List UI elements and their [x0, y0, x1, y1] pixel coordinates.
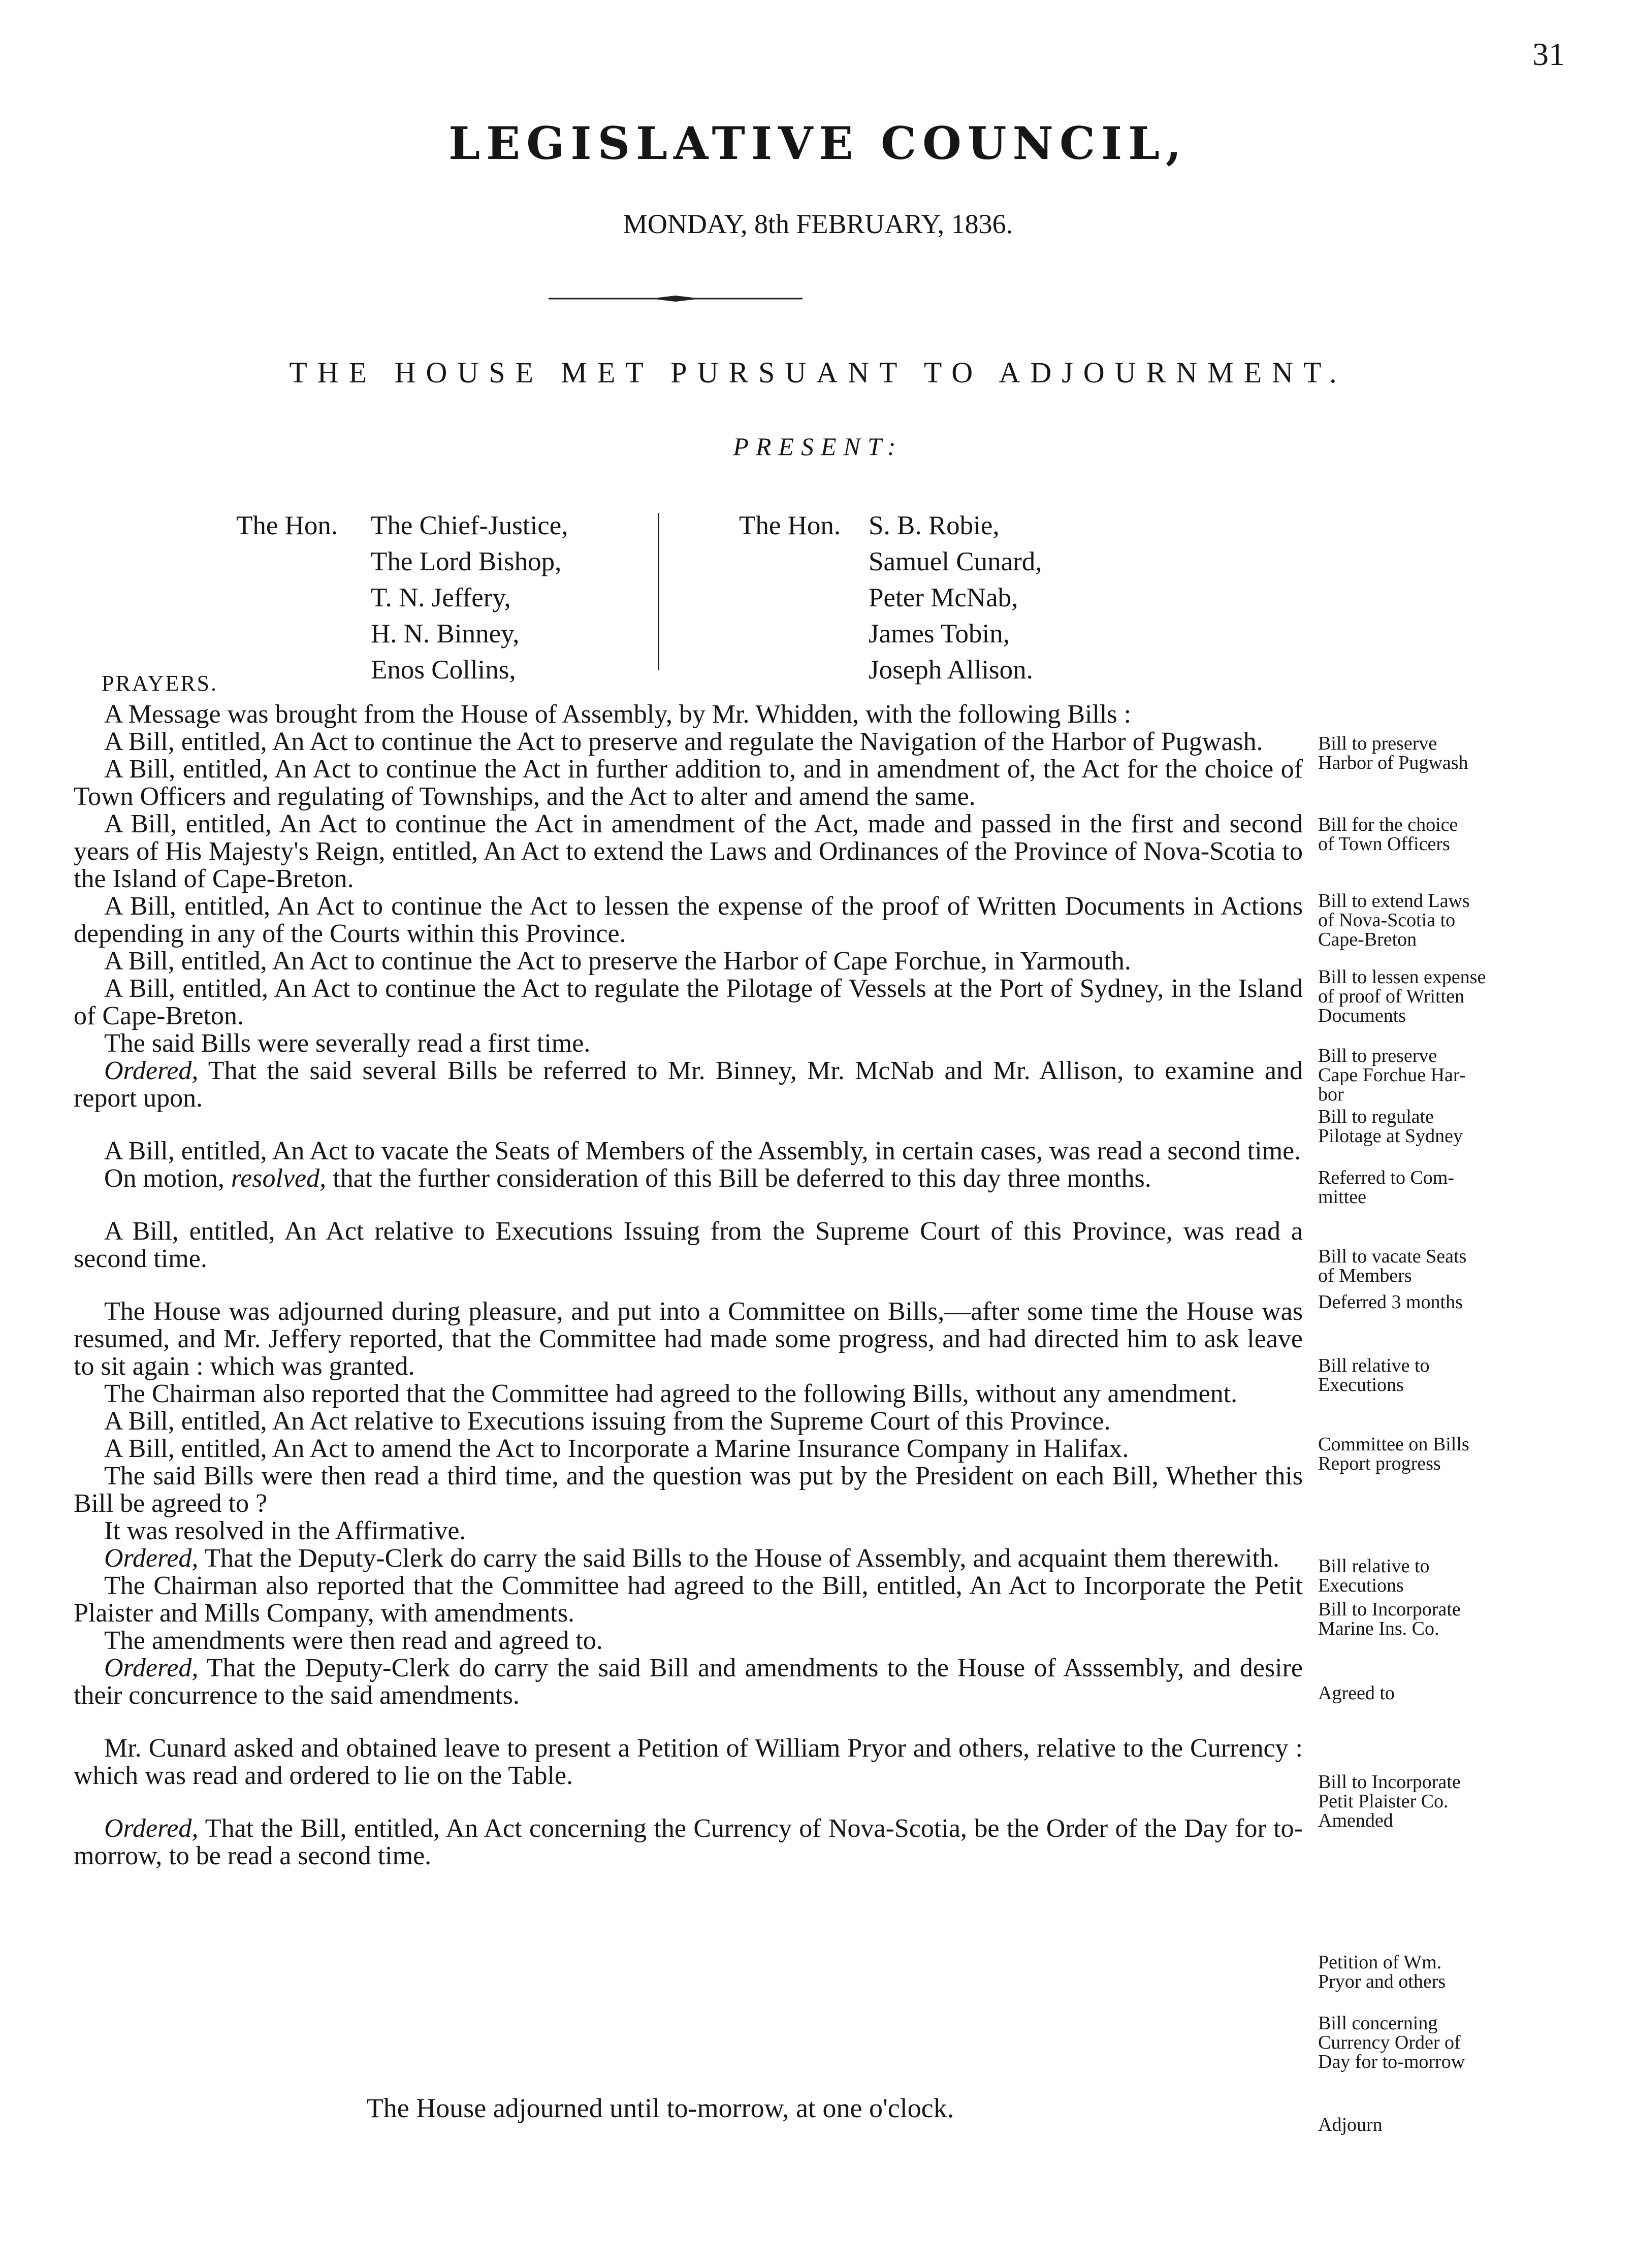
margin-note-line: Cape-Breton [1318, 929, 1417, 950]
paragraph: The House was adjourned during pleasure, and put into a Committee on Bills,—after some time the House was resumed, and Mr. Jeffery reported, that the Committee had made some progress, and had directed him to ask leave to sit again : which was granted. [74, 1297, 1303, 1381]
margin-note-line: Documents [1318, 1005, 1406, 1026]
margin-note [1318, 815, 1633, 854]
members-left-names [371, 508, 568, 688]
margin-note [1318, 1600, 1633, 1638]
council-title: LEGISLATIVE COUNCIL, [448, 117, 1188, 170]
margin-note-line: Agreed to [1318, 1682, 1395, 1704]
margin-note-line: of Nova-Scotia to [1318, 910, 1456, 931]
margin-note-line: Currency Order of [1318, 2032, 1461, 2053]
margin-note [1318, 967, 1633, 1025]
italic-lead: Ordered, [104, 1814, 199, 1843]
margin-note [1318, 891, 1633, 949]
paragraph: The said Bills were severally read a first time. [104, 1029, 591, 1058]
margin-note-line: Executions [1318, 1374, 1404, 1396]
margin-note-line: Pilotage at Sydney [1318, 1125, 1463, 1147]
margin-note-line: of Members [1318, 1265, 1412, 1286]
margin-note [1318, 1168, 1633, 1207]
margin-note-line: Adjourn [1318, 2114, 1383, 2135]
margin-note-line: Petition of Wm. [1318, 1952, 1442, 1973]
proceedings-body [74, 701, 1303, 1870]
margin-note-line: Bill relative to [1318, 1556, 1430, 1577]
margin-note-line: Bill relative to [1318, 1355, 1430, 1376]
members-right [739, 508, 1042, 688]
paragraph: A Bill, entitled, An Act to continue the Act to preserve the Harbor of Cape Forchue, in Yarmouth. [104, 947, 1131, 976]
margin-note-line: of Town Officers [1318, 833, 1450, 855]
paragraph: A Bill, entitled, An Act to amend the Act to Incorporate a Marine Insurance Company in Halifax. [104, 1434, 1129, 1463]
margin-note-line: Bill for the choice [1318, 814, 1458, 835]
paragraph: A Bill, entitled, An Act to continue the Act to lessen the expense of the proof of Written Documents in Actions depending in any of the Courts within this Province. [74, 892, 1303, 948]
paragraph: Ordered, That the Deputy-Clerk do carry the said Bill and amendments to the House of Asssembly, and desire their concurrence to the said amendments. [74, 1654, 1303, 1710]
margin-note-line: Petit Plaister Co. [1318, 1791, 1449, 1812]
paragraph: A Bill, entitled, An Act to continue the Act to preserve and regulate the Navigation of the Harbor of Pugwash. [104, 727, 1263, 756]
members-right-prefix: The Hon. [739, 511, 841, 540]
margin-note [1318, 1557, 1633, 1595]
margin-note [1318, 1356, 1633, 1395]
date-line: MONDAY, 8th FEBRUARY, 1836. [623, 209, 1013, 239]
page-number: 31 [1532, 36, 1565, 72]
paragraph: A Bill, entitled, An Act to continue the Act to regulate the Pilotage of Vessels at the Port of Sydney, in the Island of Cape-Breton. [74, 974, 1303, 1030]
member-name: S. B. Robie, [869, 511, 1000, 540]
margin-note-line: Committee on Bills [1318, 1434, 1469, 1455]
member-name: Joseph Allison. [869, 655, 1033, 685]
margin-note-line: bor [1318, 1084, 1344, 1105]
margin-note-line: Bill to Incorporate [1318, 1771, 1461, 1793]
margin-note [1318, 1247, 1633, 1285]
member-name: H. N. Binney, [371, 619, 520, 649]
paragraph: The said Bills were then read a third time, and the question was put by the President on each Bill, Whether this Bill be agreed to ? [74, 1462, 1303, 1518]
present-label: PRESENT: [733, 432, 903, 461]
italic-lead: Ordered, [104, 1056, 199, 1085]
margin-note-line: Amended [1318, 1810, 1393, 1831]
margin-note-line: Cape Forchue Har- [1318, 1064, 1466, 1086]
paragraph: A Bill, entitled, An Act relative to Executions issuing from the Supreme Court of this Province. [104, 1407, 1111, 1436]
member-name: The Chief-Justice, [371, 511, 568, 540]
margin-note-line: Pryor and others [1318, 1971, 1446, 1992]
paragraph: The amendments were then read and agreed to. [104, 1626, 603, 1655]
margin-note [1318, 2014, 1633, 2071]
paragraph: The Chairman also reported that the Committee had agreed to the Bill, entitled, An Act to Incorporate the Petit Plaister and Mills Company, with amendments. [74, 1571, 1303, 1628]
margin-note [1318, 2115, 1633, 2134]
margin-note-line: Deferred 3 months [1318, 1291, 1463, 1313]
paragraph: A Bill, entitled, An Act to continue the Act in further addition to, and in amendment of, the Act for the choice of Town Officers and regulating of Townships, and the Act to alter and amend the same. [74, 755, 1303, 811]
member-name: Enos Collins, [371, 655, 516, 685]
margin-note-line: of proof of Written [1318, 986, 1464, 1007]
paragraph: A Bill, entitled, An Act to continue the Act in amendment of the Act, made and passed in the first and second years of His Majesty's Reign, entitled, An Act to extend the Laws and Ordinances of the Province of Nova-Scotia to the Island of Cape-Breton. [74, 809, 1303, 893]
margin-note-line: Bill to preserve [1318, 1045, 1437, 1066]
prayers-label: PRAYERS. [102, 671, 218, 696]
paragraph: A Message was brought from the House of Assembly, by Mr. Whidden, with the following Bills : [104, 700, 1132, 729]
margin-note-line: Bill to lessen expense [1318, 966, 1486, 988]
paragraph: A Bill, entitled, An Act to vacate the Seats of Members of the Assembly, in certain cases, was read a second time. [104, 1137, 1301, 1165]
margin-note-line: Harbor of Pugwash [1318, 752, 1468, 773]
member-name: The Lord Bishop, [371, 547, 562, 576]
margin-note [1318, 1435, 1633, 1473]
members-right-names [869, 508, 1042, 688]
paragraph: On motion, resolved, that the further consideration of this Bill be deferred to this day three months. [104, 1164, 1151, 1193]
italic-lead: Ordered, [104, 1654, 199, 1682]
margin-note [1318, 1683, 1633, 1703]
margin-note [1318, 1046, 1633, 1104]
members-left [236, 508, 568, 688]
members-divider [658, 513, 659, 670]
italic-lead: Ordered, [104, 1544, 199, 1573]
house-met-heading: THE HOUSE MET PURSUANT TO ADJOURNMENT. [289, 356, 1347, 389]
margin-note-line: Bill concerning [1318, 2013, 1438, 2034]
margin-note-line: Bill to Incorporate [1318, 1599, 1461, 1620]
paragraph: A Bill, entitled, An Act relative to Executions Issuing from the Supreme Court of this Province, was read a second time. [74, 1217, 1303, 1273]
members-left-prefix: The Hon. [236, 511, 338, 540]
paragraph: It was resolved in the Affirmative. [104, 1516, 466, 1545]
member-name: James Tobin, [869, 619, 1010, 649]
closing-line: The House adjourned until to-morrow, at one o'clock. [366, 2093, 954, 2123]
margin-note-line: Marine Ins. Co. [1318, 1618, 1439, 1639]
margin-note [1318, 1107, 1633, 1146]
margin-note [1318, 1772, 1633, 1830]
margin-note-line: Executions [1318, 1575, 1404, 1596]
margin-note-line: Bill to regulate [1318, 1106, 1434, 1127]
paragraph: The Chairman also reported that the Committee had agreed to the following Bills, without any amendment. [104, 1379, 1238, 1408]
margin-note-line: Bill to extend Laws [1318, 890, 1470, 912]
member-name: Peter McNab, [869, 583, 1018, 612]
ornament-divider [549, 296, 803, 302]
margin-note-line: Bill to preserve [1318, 733, 1437, 754]
margin-note [1318, 1292, 1633, 1312]
member-name: T. N. Jeffery, [371, 583, 511, 612]
margin-note-line: Referred to Com- [1318, 1167, 1455, 1188]
margin-note [1318, 734, 1633, 772]
paragraph: Ordered, That the Deputy-Clerk do carry the said Bills to the House of Assembly, and acquaint them therewith. [104, 1544, 1279, 1573]
margin-note-line: Day for to-morrow [1318, 2051, 1465, 2072]
italic-lead: resolved, [231, 1164, 327, 1193]
paragraph: Ordered, That the Bill, entitled, An Act concerning the Currency of Nova-Scotia, be the Order of the Day for to-morrow, to be read a second time. [74, 1814, 1303, 1870]
margin-note-line: Report progress [1318, 1453, 1441, 1474]
margin-note-line: mittee [1318, 1186, 1366, 1208]
paragraph: Mr. Cunard asked and obtained leave to present a Petition of William Pryor and others, relative to the Currency : which was read and ordered to lie on the Table. [74, 1734, 1303, 1790]
paragraph: Ordered, That the said several Bills be referred to Mr. Binney, Mr. McNab and Mr. Allison, to examine and report upon. [74, 1056, 1303, 1113]
member-name: Samuel Cunard, [869, 547, 1042, 576]
margin-note [1318, 1953, 1633, 1991]
margin-note-line: Bill to vacate Seats [1318, 1246, 1467, 1267]
